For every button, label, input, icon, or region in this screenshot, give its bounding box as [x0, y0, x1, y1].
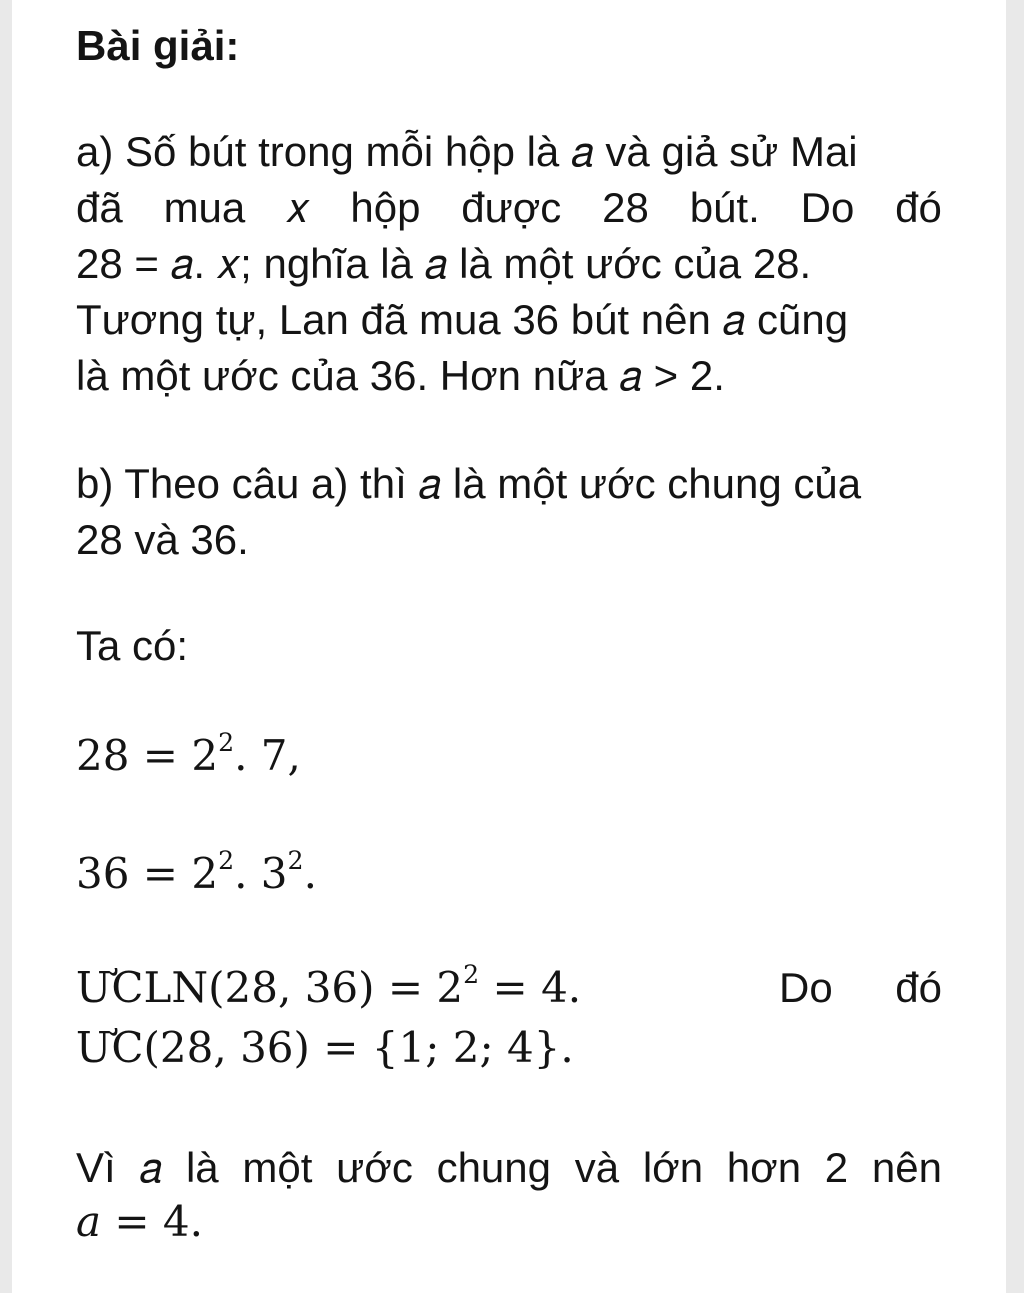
- document-page: [12, 0, 1006, 1293]
- equation-36: $36 = 2^2$. $3^2$.: [76, 846, 317, 898]
- gcd-expression: ƯCLN(28, $36) = 2^2 = 4$.: [76, 960, 582, 1012]
- part-b-line-2: 28 và 36.: [76, 516, 249, 563]
- solution-title: Bài giải:: [76, 22, 240, 69]
- conclusion-line-2: 𝑎 = 4.: [76, 1197, 204, 1246]
- do-word: Do: [779, 964, 833, 1011]
- part-a-line-4: Tương tự, Lan đã mua 36 bút nên 𝑎 cũng: [76, 296, 849, 343]
- ta-co-label: Ta có:: [76, 622, 189, 669]
- conclusion-line-1: Vì 𝑎 là một ước chung và lớn hơn 2 nên: [76, 1144, 942, 1191]
- part-a-line-5: là một ước của 36. Hơn nữa 𝑎 > 2.: [76, 352, 725, 399]
- do-word-2: đó: [895, 964, 942, 1011]
- common-divisors-line: ƯC(28, 36) = {1; 2; 4}.: [76, 1023, 574, 1072]
- part-a-line-3: 28 = 𝑎. 𝑥; nghĩa là 𝑎 là một ước của 28.: [76, 240, 812, 287]
- equation-28: $28 = 2^2$. 7,: [76, 728, 301, 780]
- gcd-line: [76, 962, 942, 1014]
- part-a-line-2: đã mua 𝑥 hộp được 28 bút. Do đó: [76, 184, 942, 231]
- part-a-line-1: a) Số bút trong mỗi hộp là 𝑎 và giả sử Mai: [76, 128, 858, 175]
- part-b-line-1: b) Theo câu a) thì 𝑎 là một ước chung của: [76, 460, 862, 507]
